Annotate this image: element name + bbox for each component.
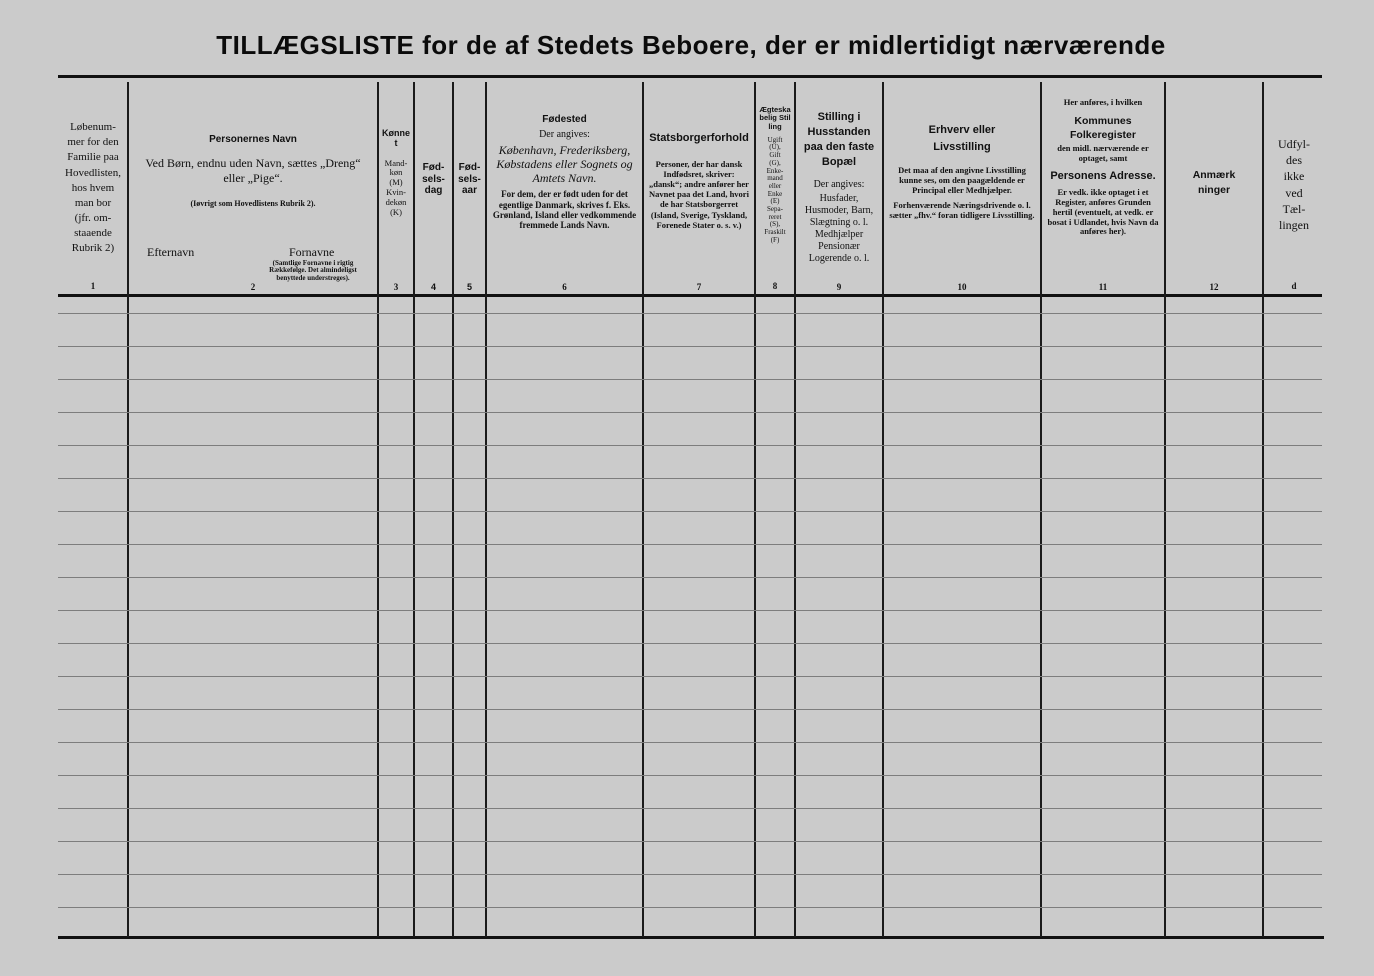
- column-9-header: [796, 84, 882, 294]
- column-number: 3: [393, 281, 399, 292]
- entry-row-line: [58, 379, 1322, 380]
- header-line: hos hvem: [71, 181, 115, 194]
- column-number: 6: [562, 281, 567, 292]
- header-line: Enke-: [766, 166, 784, 175]
- column-8-header: [756, 84, 794, 294]
- entry-row-line: [58, 676, 1322, 677]
- column-number: 12: [1209, 281, 1219, 292]
- column-heading: Ægteskabelig Stilling: [759, 105, 791, 131]
- column-6-header: [487, 84, 642, 294]
- column-heading: Fødested: [542, 114, 587, 125]
- column-note: Er vedk. ikke optaget i et Register, anføres Grunden hertil (eventuelt, at vedk. er bosat i Udlandet, hvis Navn da anføres her).: [1047, 187, 1159, 237]
- column-10-header: [884, 84, 1040, 294]
- header-line: (F): [770, 235, 780, 244]
- entry-row-line: [58, 643, 1322, 644]
- header-line: Tæl-: [1282, 201, 1306, 216]
- column-d-header: [1264, 84, 1324, 294]
- column-heading: Personernes Navn: [209, 134, 297, 145]
- header-line: (jfr. om-: [74, 212, 112, 225]
- column-heading: Kønnet: [382, 128, 410, 149]
- header-line: (U),: [769, 143, 781, 152]
- column-number: 7: [696, 281, 702, 292]
- header-line: Hovedlisten,: [65, 166, 121, 179]
- header-line: dekøn: [385, 196, 407, 207]
- header-line: ikke: [1283, 169, 1305, 184]
- column-note: Forhenværende Næringsdrivende o. l. sætter „fhv.“ foran tidligere Livsstilling.: [889, 199, 1035, 220]
- column-text: Husfader, Husmoder, Barn, Slægtning o. l. Medhjælper Pensionær Logerende o. l.: [804, 192, 874, 264]
- entry-row-line: [58, 874, 1322, 875]
- entry-row-line: [58, 346, 1322, 347]
- entry-row-line: [58, 709, 1322, 710]
- entry-row-line: [58, 544, 1322, 545]
- surname-label: Efternavn: [147, 245, 195, 259]
- header-line: des: [1286, 153, 1302, 168]
- header-line: (M): [389, 177, 403, 188]
- column-top-text: Her anføres, i hvilken: [1063, 97, 1143, 107]
- column-text: Det maa af den angivne Livsstilling kunne ses, om den paagældende er Principal eller Medhjælper.: [898, 165, 1026, 196]
- header-line: Rubrik 2): [71, 242, 115, 255]
- column-5-header: [454, 84, 485, 294]
- entry-row-line: [58, 478, 1322, 479]
- header-line: sels-: [458, 173, 481, 185]
- form-title: TILLÆGSLISTE for de af Stedets Beboere, der er midlertidigt nærværende: [216, 30, 1166, 60]
- header-line: staaende: [74, 227, 112, 240]
- header-line: aar: [461, 185, 477, 196]
- header-line: (S),: [769, 220, 781, 229]
- column-number: 8: [772, 281, 778, 292]
- header-line: dag: [424, 185, 443, 196]
- header-line: (G),: [769, 158, 781, 167]
- entry-row-line: [58, 313, 1322, 314]
- entry-row-line: [58, 841, 1322, 842]
- column-heading: Anmærkninger: [1192, 169, 1236, 196]
- top-rule: [58, 75, 1322, 78]
- header-line: man bor: [74, 196, 112, 209]
- header-line: lingen: [1279, 217, 1309, 232]
- column-number: 1: [90, 280, 96, 291]
- entry-row-line: [58, 511, 1322, 512]
- header-line: mand: [767, 174, 783, 183]
- header-line: Enke: [767, 189, 783, 198]
- given-names-note: (Samtlige Fornavne i rigtig Rækkefølge. Det almindeligst benyttede understreges).: [269, 259, 357, 282]
- column-number: 5: [466, 281, 472, 292]
- header-line: Fød-: [458, 162, 481, 173]
- column-subheading: Der angives:: [813, 179, 865, 191]
- column-number: 2: [250, 281, 256, 292]
- column-subheading: Der angives:: [539, 128, 590, 140]
- column-text: Personer, der har dansk Indfødsret, skriver: „dansk“; andre anfører her Navnet paa det Land, hvori de har Statsborgerret (Island, Sverige, Tyskland, Forenede Stater o. s. v.): [649, 158, 749, 230]
- column-number: 4: [430, 281, 436, 292]
- column-number: 10: [957, 281, 967, 292]
- header-line: Løbenum-: [70, 121, 116, 133]
- header-line: mer for den: [67, 136, 119, 149]
- column-4-header: [415, 84, 452, 294]
- column-3-header: [379, 84, 413, 294]
- header-line: eller: [768, 181, 782, 190]
- column-11-header: [1042, 84, 1164, 294]
- column-heading: Statsborgerforhold: [649, 132, 749, 144]
- column-text: den midl. nærværende er optaget, samt: [1057, 143, 1149, 163]
- column-number: 9: [836, 281, 842, 292]
- header-line: Fraskilt: [764, 228, 786, 236]
- entry-row-line: [58, 742, 1322, 743]
- column-number: 11: [1098, 281, 1108, 292]
- header-line: Fød-: [422, 162, 445, 173]
- header-line: Familie paa: [67, 151, 119, 164]
- entry-row-line: [58, 412, 1322, 413]
- entry-row-line: [58, 610, 1322, 611]
- header-line: sels-: [422, 173, 445, 185]
- column-heading: Erhverv eller Livsstilling: [928, 124, 996, 153]
- header-line: køn: [389, 167, 403, 178]
- entry-row-line: [58, 808, 1322, 809]
- header-line: Gift: [769, 151, 781, 160]
- entry-row-line: [58, 577, 1322, 578]
- header-line: Udfyl-: [1278, 137, 1310, 151]
- column-heading: Stilling i Husstanden paa den faste Bopæl: [803, 111, 875, 168]
- header-line: reret: [768, 212, 782, 221]
- header-line: Kvin-: [386, 186, 406, 197]
- column-heading-2: Personens Adresse.: [1050, 169, 1156, 182]
- entry-row-line: [58, 445, 1322, 446]
- header-line: (E): [770, 197, 780, 206]
- column-7-header: [644, 84, 754, 294]
- column-12-header: [1166, 84, 1262, 294]
- entry-row-line: [58, 907, 1322, 908]
- header-bottom-rule: [58, 294, 1322, 297]
- header-line: (K): [390, 206, 402, 217]
- header-line: Ugift: [767, 135, 783, 144]
- column-note: For dem, der er født uden for det egentlige Danmark, skrives f. Eks. Grønland, Island eller vedkommende fremmede Lands Navn.: [492, 189, 637, 231]
- header-line: Mand-: [384, 157, 408, 168]
- given-names-label: Fornavne: [289, 245, 335, 259]
- header-line: Sepa-: [767, 204, 783, 213]
- column-note: (Iøvrigt som Hovedlistens Rubrik 2).: [190, 198, 316, 208]
- column-text: Ved Børn, endnu uden Navn, sættes „Dreng“ eller „Pige“.: [145, 155, 361, 186]
- column-1-header: [58, 84, 128, 294]
- column-number: d: [1291, 280, 1297, 291]
- entry-row-line: [58, 775, 1322, 776]
- column-text: København, Frederiksberg, Købstadens eller Sognets og Amtets Navn.: [496, 143, 633, 185]
- column-heading: Kommunes Folkeregister: [1070, 114, 1136, 141]
- header-line: ved: [1285, 185, 1303, 200]
- bottom-rule: [58, 936, 1324, 939]
- column-2-header: [129, 84, 377, 294]
